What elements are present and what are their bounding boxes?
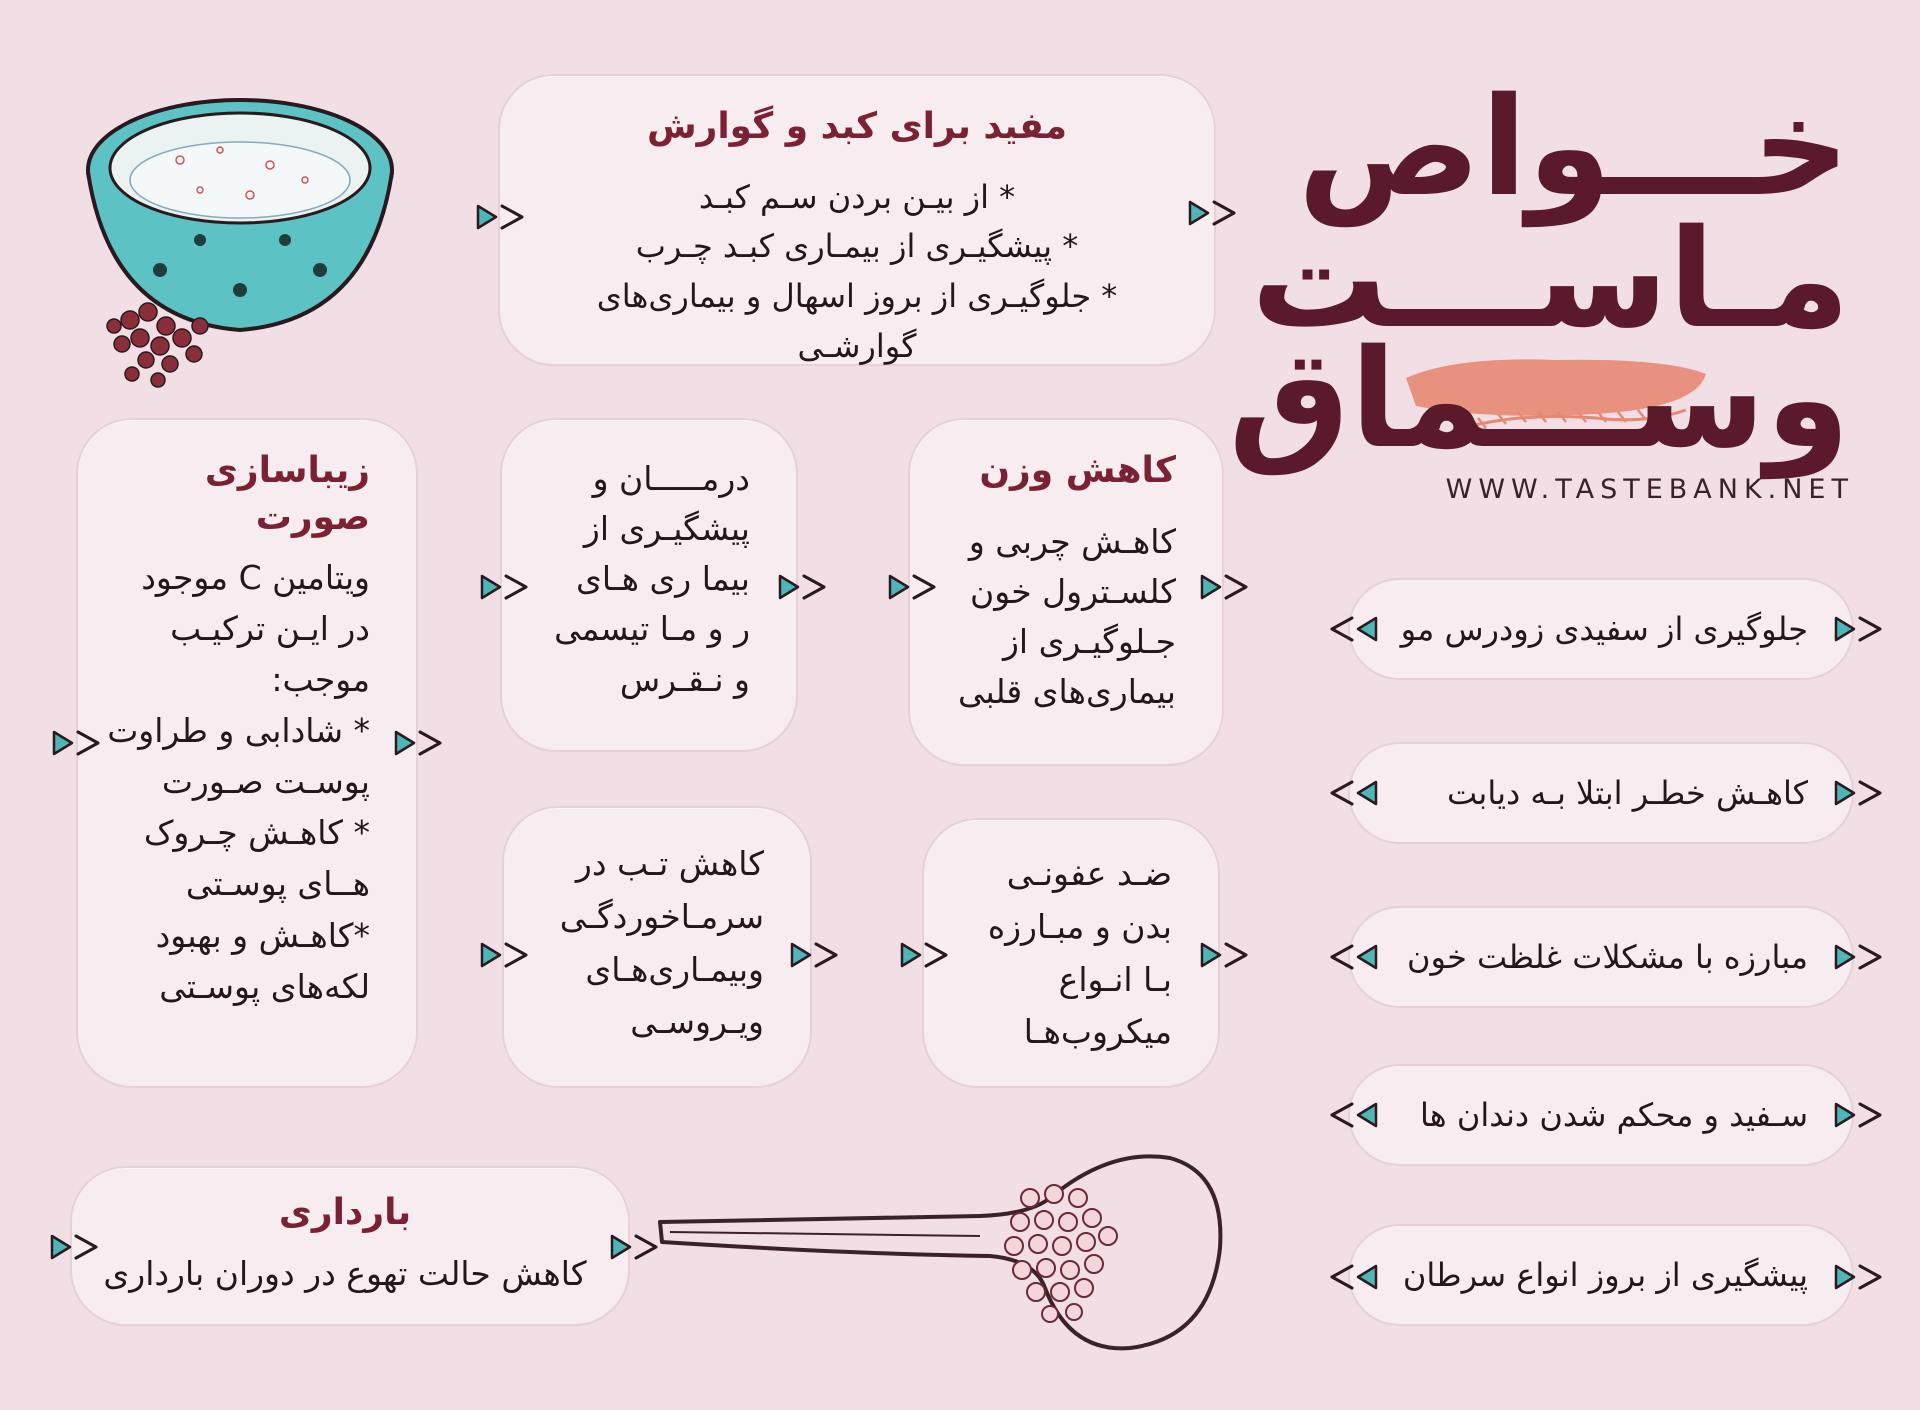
arrow-icon — [1832, 942, 1886, 972]
title-line-2: مـاســـت — [1251, 201, 1850, 359]
arrow-icon — [1326, 1262, 1380, 1292]
antiseptic-card — [922, 818, 1220, 1088]
liver-card — [498, 74, 1216, 366]
arrow-icon — [1326, 778, 1380, 808]
arrow-icon — [1326, 614, 1380, 644]
title-line-3: وســـماق — [1228, 321, 1850, 479]
liver-item-1: * از بیـن بردن سـم کبـد — [698, 177, 1016, 216]
arrow-icon — [392, 728, 446, 758]
pill-cancer — [1348, 1224, 1854, 1326]
liver-item-3: * جلوگیـری از بروز اسهال و بیماری‌های گوارشـی — [596, 276, 1118, 365]
arrow-icon — [1832, 1100, 1886, 1130]
weight-card — [908, 418, 1224, 766]
cold-card-body: کاهش تـب در سرمـاخوردگـی وبیمـاری‌هـای ویـروسـی — [559, 844, 764, 1042]
arrow-icon — [608, 1232, 662, 1262]
rheumatism-card-body: درمـــــان و پیشگیـری از بیما ری هـای ر و مـا تیسمی و نـقـرس — [554, 459, 750, 699]
beauty-card-title: زیباسازی صورت — [204, 450, 370, 538]
pill-teeth — [1348, 1064, 1854, 1166]
arrow-icon — [1832, 614, 1886, 644]
weight-card-title: کاهش وزن — [979, 450, 1176, 491]
arrow-icon — [48, 1232, 102, 1262]
pill-teeth-label: سـفید و محکم شدن دندان ها — [1420, 1096, 1808, 1134]
arrow-icon — [886, 572, 940, 602]
rheumatism-card — [500, 418, 798, 752]
arrow-icon — [1186, 198, 1240, 228]
title-line-1: خـــواص — [1297, 69, 1850, 227]
sumac-spoon-icon — [650, 1138, 1230, 1358]
arrow-icon — [474, 202, 528, 232]
pill-blood — [1348, 906, 1854, 1008]
pregnancy-card-title: بارداری — [278, 1192, 412, 1233]
arrow-icon — [1198, 940, 1252, 970]
arrow-icon — [1326, 942, 1380, 972]
pill-hair — [1348, 578, 1854, 680]
arrow-icon — [1832, 1262, 1886, 1292]
arrow-icon — [1832, 778, 1886, 808]
arrow-icon — [898, 940, 952, 970]
pill-blood-label: مبارزه با مشکلات غلظت خون — [1407, 938, 1808, 976]
arrow-icon — [50, 728, 104, 758]
arrow-icon — [478, 572, 532, 602]
pill-cancer-label: پیشگیری از بروز انواع سرطان — [1402, 1256, 1808, 1294]
arrow-icon — [1198, 572, 1252, 602]
arrow-icon — [1326, 1100, 1380, 1130]
pill-diabetes-label: کاهـش خطـر ابتلا بـه دیابت — [1447, 774, 1808, 812]
liver-card-title: مفید برای کبد و گوارش — [646, 106, 1068, 147]
website-url: WWW.TASTEBANK.NET — [1445, 474, 1854, 505]
yogurt-bowl-icon — [70, 90, 410, 390]
pregnancy-card-body: کاهش حالت تهوع در دوران بارداری — [103, 1253, 587, 1293]
pregnancy-card — [70, 1166, 630, 1326]
arrow-icon — [478, 940, 532, 970]
arrow-icon — [788, 940, 842, 970]
weight-card-body: کاهـش چربی و کلسـترول خون جـلوگیـری از بیماری‌های قلبی — [958, 521, 1176, 712]
pill-diabetes — [1348, 742, 1854, 844]
liver-item-2: * پیشگیـری از بیمـاری کبـد چـرب — [635, 227, 1079, 266]
antiseptic-card-body: ضـد عفونـی بدن و مبـارزه بـا انـواع میکروب‌هـا — [987, 854, 1172, 1052]
pill-hair-label: جلوگیری از سفیدی زودرس مو — [1400, 610, 1808, 648]
cold-card — [502, 806, 812, 1088]
arrow-icon — [776, 572, 830, 602]
beauty-card-body: ویتامین C موجود در ایـن ترکیـب موجب: * شادابی و طراوت پوسـت صـورت * کاهـش چـروک هــای پوسـتی *کاهـش و بهبود لکه‌های پوسـتی — [107, 557, 370, 1006]
beauty-card — [76, 418, 418, 1088]
